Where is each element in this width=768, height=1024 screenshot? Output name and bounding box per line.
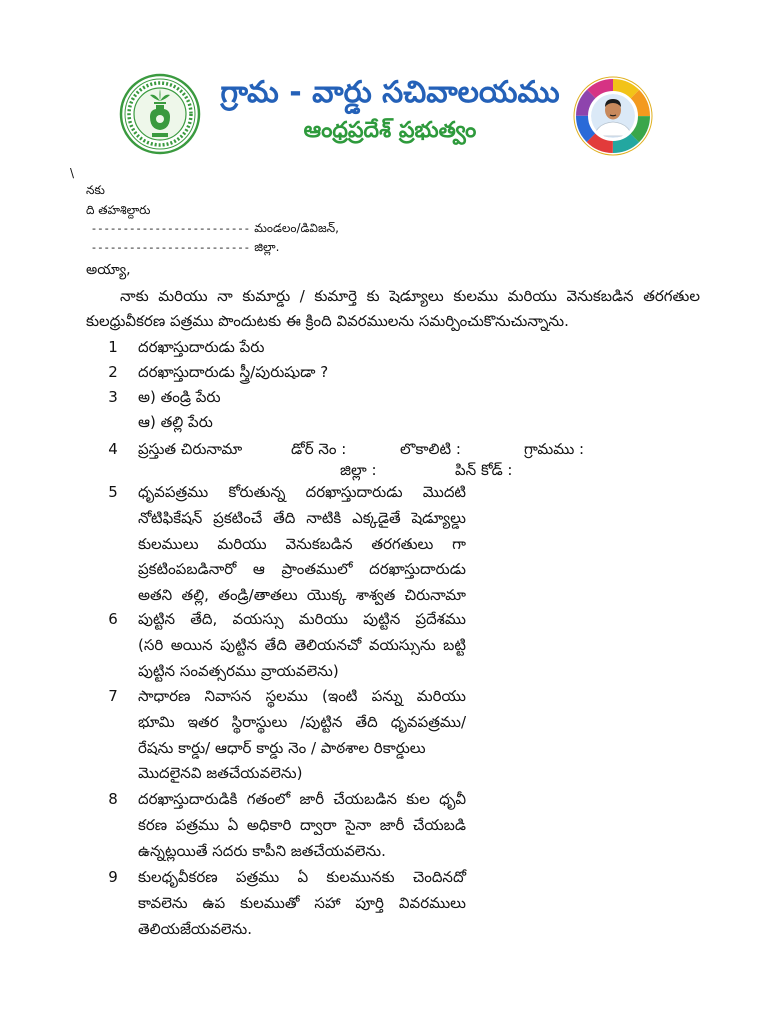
item-number: 2 [108, 363, 118, 381]
item-line: దరఖాస్తుదారుడికి గతంలో జారీ చేయబడిన కుల ధృవీ [138, 790, 466, 808]
item-number: 9 [108, 868, 118, 886]
item-line: నోటిఫికేషన్ ప్రకటించే తేది నాటికి ఎక్కడైతే షెడ్యూల్డు [138, 508, 466, 527]
item-text [138, 865, 466, 942]
district-label: జిల్లా. [254, 240, 280, 254]
item-line: అ) తండ్రి పేరు [138, 388, 221, 406]
item-line: అతని తల్లి, తండ్రి/తాతలు యొక్క శాశ్వత చిరునామా [138, 586, 466, 605]
item-number: 6 [108, 610, 118, 628]
pincode-field: పిన్ కోడ్ : [455, 461, 513, 479]
item-number: 7 [108, 687, 118, 705]
mandal-line [92, 219, 339, 238]
locality-field: లొకాలిటి : [400, 440, 461, 458]
page-subtitle: ఆంధ్రప్రదేశ్ ప్రభుత్వం [303, 118, 477, 143]
list-item [0, 684, 768, 783]
item-line: దరఖాస్తుదారుడు స్త్రీ/పురుషుడా ? [138, 363, 329, 381]
list-item [0, 360, 768, 381]
item-number: 4 [108, 440, 118, 458]
list-item [0, 385, 768, 431]
item-line: మొదలైనవి జతచేయవలెను) [138, 764, 303, 783]
district-blank: ------------------------- [92, 241, 252, 254]
door-no-field: డోర్ నెం : [291, 440, 347, 458]
salutation: అయ్యా, [86, 262, 131, 278]
intro-line: నాకు మరియు నా కుమార్డు / కుమార్తె కు షెడ్యూలు కులము మరియు వెనుకబడిన తరగతుల [120, 287, 700, 305]
item-line: దరఖాస్తుదారుడు పేరు [138, 338, 265, 356]
mandal-blank: ------------------------- [92, 222, 252, 235]
item-text [138, 385, 466, 435]
address-recipient: ది తహశిల్దారు [86, 203, 151, 217]
portrait-seal-icon [572, 76, 654, 156]
item-line: కావలెను ఉప కులముతో సహా పూర్తి వివరములు [138, 893, 466, 912]
list-item [0, 787, 768, 860]
item-number: 1 [108, 338, 118, 356]
state-emblem-icon [117, 73, 203, 155]
mandal-label: మండలం/డివిజన్, [254, 221, 339, 235]
header-banner [200, 74, 580, 146]
item-text [138, 684, 466, 787]
item-line: సాధారణ నివాసన స్థలము (ఇంటి పన్ను మరియు [138, 687, 466, 705]
item-text [138, 607, 466, 684]
item-line: ధృవపత్రము కోరుతున్న దరఖాస్తుదారుడు మొదటి [138, 483, 466, 501]
item-text [138, 335, 466, 360]
item-line: (సరి అయిన పుట్టిన తేది తెలియనచో వయస్సును బట్టి [138, 635, 466, 654]
list-item [0, 335, 768, 356]
item-text [138, 480, 466, 609]
item-text [138, 787, 466, 864]
item-line: తెలియజేయవలెను. [138, 919, 252, 938]
intro-paragraph [86, 284, 700, 334]
intro-line: కులధ్రువీకరణ పత్రము పొందుటకు ఈ క్రింది వివరములను సమర్పించుకొనుచున్నాను. [86, 312, 569, 330]
item-text [138, 360, 466, 385]
item-line: ఆ) తల్లి పేరు [138, 413, 213, 431]
item-line: కులధృవీకరణ పత్రము ఏ కులమునకు చెందినదో [138, 868, 466, 886]
address-to: నకు [86, 183, 105, 197]
item-number: 3 [108, 388, 118, 406]
item-line: పుట్టిన సంవత్సరము వ్రాయవలెను) [138, 661, 339, 680]
backslash-mark: \ [70, 166, 75, 180]
item-line: భూమి ఇతర స్థిరాస్థులు /పుట్టిన తేది ధృవపత్రము/ [138, 712, 466, 731]
list-item [0, 865, 768, 938]
item-line: పుట్టిన తేది, వయస్సు మరియు పుట్టిన ప్రదేశము [138, 610, 466, 628]
list-item [0, 607, 768, 680]
item-number: 8 [108, 790, 118, 808]
address-label: ప్రస్తుత చిరునామా [138, 440, 243, 458]
page-title: గ్రామ - వార్డు సచివాలయము [220, 75, 560, 110]
item-line: ఉన్నట్లయితే సదరు కాపీని జతచేయవలెను. [138, 841, 386, 860]
list-item [0, 439, 768, 479]
item-line: కరణ పత్రము ఏ అధికారి ద్వారా సైనా జారీ చేయబడి [138, 815, 466, 834]
district-line [92, 238, 279, 257]
list-item [0, 480, 768, 605]
item-line: ప్రకటింపబడినారో ఆ ప్రాంతములో దరఖాస్తుదారుడు [138, 560, 466, 579]
village-field: గ్రామము : [524, 440, 585, 458]
item-line: కులములు మరియు వెనుకబడిన తరగతులు గా [138, 534, 466, 553]
item-number: 5 [108, 483, 118, 501]
district-field: జిల్లా : [340, 461, 377, 479]
item-line: రేషను కార్డు/ ఆధార్ కార్డు నెం / పాఠశాల రికార్డులు [138, 738, 426, 757]
